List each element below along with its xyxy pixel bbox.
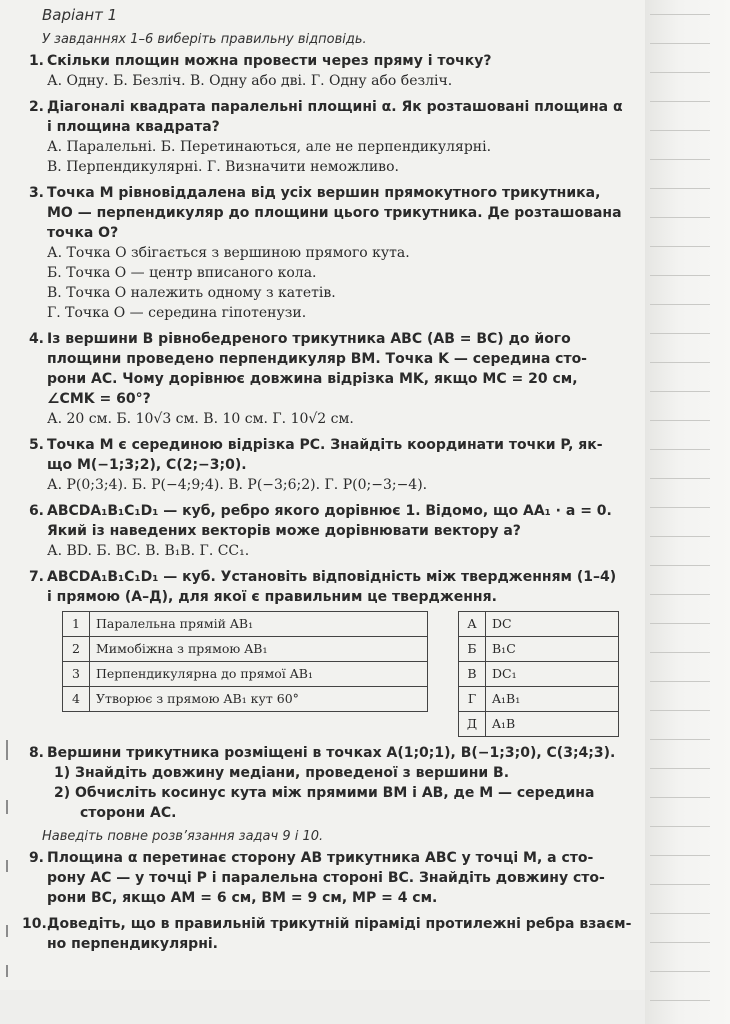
margin-rule xyxy=(650,884,710,885)
line-name: A₁B xyxy=(486,712,619,737)
margin-rule xyxy=(650,188,710,189)
margin-rule xyxy=(650,565,710,566)
statement-text xyxy=(90,712,428,737)
variant-heading: Варіант 1 xyxy=(42,6,118,24)
margin-mark xyxy=(6,925,8,937)
instruction-9-10: Наведіть повне розв’язання задач 9 і 10. xyxy=(42,829,324,844)
answers-q1: А. Одну. Б. Безліч. В. Одну або дві. Г. Одну або безліч. xyxy=(47,73,453,89)
table-row xyxy=(63,712,619,737)
question-8: 8. Вершини трикутника розміщені в точках A(1;0;1), B(−1;3;0), C(3;4;3). 1) Знайдіть довжину медіани, проведеної з вершини B. 2) Обчисліть косинус кута між прямими BM і AB, де M — середина сторони AC. xyxy=(28,745,616,821)
margin-rule xyxy=(650,43,710,44)
line-letter: А xyxy=(459,612,486,637)
margin-rule xyxy=(650,913,710,914)
question-2: 2. Діагоналі квадрата паралельні площині α. Як розташовані площина α і площина квадрата? А. Паралельні. Б. Перетинаються, але не перпендикулярні. В. Перпендикулярні. Г. Визначити неможливо. xyxy=(28,99,623,175)
margin-rule xyxy=(650,652,710,653)
question-4: 4. Із вершини B рівнобедреного трикутника ABC (AB = BC) до його площини проведено перпендикуляр BM. Точка K — середина сто- рони AC. Чому дорівнює довжина відрізка MK, якщо MC = 20 см, ∠CMK = 60°? А. 20 см. Б. 10√3 см. В. 10 см. Г. 10√2 см. xyxy=(28,331,587,427)
statement-text: Перпендикулярна до прямої AB₁ xyxy=(90,662,428,687)
margin-rule xyxy=(650,391,710,392)
margin-rule xyxy=(650,681,710,682)
margin-rule xyxy=(650,1000,710,1001)
question-1: 1. Скільки площин можна провести через пряму і точку? А. Одну. Б. Безліч. В. Одну або дві. Г. Одну або безліч. xyxy=(22,51,637,91)
table-gap xyxy=(428,687,459,712)
table-row xyxy=(63,637,619,662)
margin-rule xyxy=(650,971,710,972)
margin-rule xyxy=(650,855,710,856)
worksheet-content xyxy=(22,6,637,960)
statement-number: 1 xyxy=(63,612,90,637)
statement-text: Мимобіжна з прямою AB₁ xyxy=(90,637,428,662)
margin-mark xyxy=(6,800,8,814)
line-letter: Б xyxy=(459,637,486,662)
margin-mark xyxy=(6,860,8,872)
margin-rule xyxy=(650,101,710,102)
statement-text: Паралельна прямій AB₁ xyxy=(90,612,428,637)
margin-rule xyxy=(650,275,710,276)
statement-number: 2 xyxy=(63,637,90,662)
margin-rule xyxy=(650,594,710,595)
line-name: DC₁ xyxy=(486,662,619,687)
margin-rule xyxy=(650,159,710,160)
question-5: 5. Точка M є серединою відрізка PC. Знайдіть координати точки P, як- що M(−1;3;2), C(2;−3;0). А. P(0;3;4). Б. P(−4;9;4). В. P(−3;6;2). Г. P(0;−3;−4). xyxy=(28,437,603,493)
table-row xyxy=(63,662,619,687)
statement-number: 3 xyxy=(63,662,90,687)
margin-rule xyxy=(650,14,710,15)
margin-rule xyxy=(650,420,710,421)
margin-mark xyxy=(6,740,8,760)
table-gap xyxy=(428,712,459,737)
instruction-1-6: У завданнях 1–6 виберіть правильну відповідь. xyxy=(42,32,367,47)
margin-rule xyxy=(650,507,710,508)
margin-rule xyxy=(650,449,710,450)
margin-rule xyxy=(650,478,710,479)
table-gap xyxy=(428,612,459,637)
statement-number xyxy=(63,712,90,737)
line-name: DC xyxy=(486,612,619,637)
question-10: 10.Доведіть, що в правильній трикутній піраміді протилежні ребра взаєм- но перпендикулярні. xyxy=(22,916,632,952)
line-letter: Г xyxy=(459,687,486,712)
matching-table xyxy=(62,611,619,737)
margin-rule xyxy=(650,826,710,827)
line-letter: В xyxy=(459,662,486,687)
question-3: 3. Точка M рівновіддалена від усіх вершин прямокутного трикутника, MO — перпендикуляр до площини цього трикутника. Де розташована точка O? А. Точка O збігається з вершиною прямого кута. Б. Точка O — центр вписаного кола. В. Точка O належить одному з катетів. Г. Точка O — середина гіпотенузи. xyxy=(28,185,622,321)
question-9: 9. Площина α перетинає сторону AB трикутника ABC у точці M, а сто- рону AC — у точці P і паралельна стороні BC. Знайдіть довжину сто- рони BC, якщо AM = 6 см, BM = 9 см, MP = 4 см. xyxy=(28,850,605,906)
margin-rule xyxy=(650,623,710,624)
margin-mark xyxy=(6,965,8,977)
question-7: 7. ABCDA₁B₁C₁D₁ — куб. Установіть відповідність між твердженням (1–4) і прямою (А–Д), для якої є правильним це твердження. 1 Паралельна прямій AB₁ А DC 2 Мимобіжна з прямою AB₁ Б B₁C 3 Перпендикулярна до прямої AB₁ В DC₁ 4 Утворює з прямою AB₁ кут 60° Г A₁B₁ Д A₁B xyxy=(22,567,637,737)
table-gap xyxy=(428,662,459,687)
margin-rule xyxy=(650,304,710,305)
line-name: B₁C xyxy=(486,637,619,662)
margin-rule xyxy=(650,710,710,711)
margin-rule xyxy=(650,536,710,537)
margin-rule xyxy=(650,768,710,769)
margin-rule xyxy=(650,797,710,798)
margin-rule xyxy=(650,739,710,740)
statement-number: 4 xyxy=(63,687,90,712)
margin-rule xyxy=(650,333,710,334)
margin-rule xyxy=(650,72,710,73)
line-letter: Д xyxy=(459,712,486,737)
table-row xyxy=(63,687,619,712)
statement-text: Утворює з прямою AB₁ кут 60° xyxy=(90,687,428,712)
margin-rule xyxy=(650,217,710,218)
line-name: A₁B₁ xyxy=(486,687,619,712)
table-gap xyxy=(428,637,459,662)
table-row xyxy=(63,612,619,637)
margin-rule xyxy=(650,362,710,363)
margin-rule xyxy=(650,942,710,943)
question-6: 6. ABCDA₁B₁C₁D₁ — куб, ребро якого дорівнює 1. Відомо, що AA₁ · a = 0. Який із наведених векторів може дорівнювати вектору a? А. BD. Б. BC. В. B₁B. Г. CC₁. xyxy=(28,503,612,559)
margin-rule xyxy=(650,130,710,131)
margin-rule xyxy=(650,246,710,247)
facing-page-edge xyxy=(645,0,730,1024)
